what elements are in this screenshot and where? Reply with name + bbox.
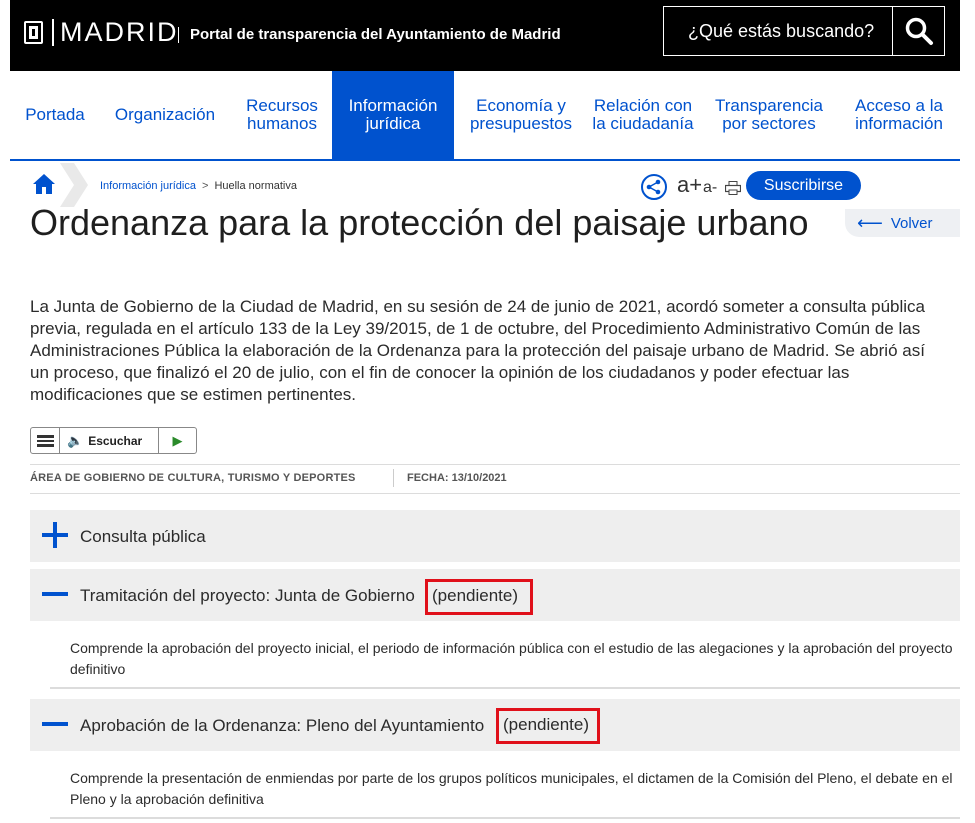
nav-item-transparencia-sectores[interactable]: Transparencia por sectores [714,96,824,133]
nav-item-relacion-ciudadania[interactable]: Relación con la ciudadanía [592,96,694,133]
accordion-title: Tramitación del proyecto: Junta de Gobierno [80,586,415,605]
brand-divider [178,27,179,43]
accordion-body: Comprende la aprobación del proyecto inicial, el periodo de información pública con el estudio de las alegaciones y la aprobación del proyecto definitivo [50,628,960,689]
play-icon: ▶ [172,432,183,448]
breadcrumb-current: Huella normativa [214,180,297,192]
nav-item-portada[interactable]: Portada [25,105,85,124]
main-nav [10,71,960,161]
menu-icon [37,435,54,447]
speaker-icon: 🔈 [67,432,84,448]
back-arrow-icon: ⟵ [857,212,883,233]
share-icon[interactable] [641,174,667,200]
accordion-header-consulta[interactable] [30,510,960,562]
breadcrumb-parent-link[interactable]: Información jurídica [100,180,196,192]
nav-item-acceso-informacion[interactable]: Acceso a la información [855,96,943,133]
meta-separator [393,469,394,487]
back-label: Volver [890,214,933,232]
breadcrumb-chevron-icon [58,163,88,207]
accordion-title: Aprobación de la Ordenanza: Pleno del Ayuntamiento [80,716,485,735]
meta-area: ÁREA DE GOBIERNO DE CULTURA, TURISMO Y DEPORTES [30,472,356,484]
status-badge: (pendiente) [496,708,600,744]
search-icon[interactable] [904,16,934,46]
meta-divider-top [30,464,960,465]
nav-item-organizacion[interactable]: Organización [114,105,216,124]
intro-paragraph: La Junta de Gobierno de la Ciudad de Madrid, en su sesión de 24 de junio de 2021, acordó someter a consulta pública previa, regulada en el artículo 133 de la Ley 39/2015, de 1 de octubre, del Procedimiento Administrativo Común de las Administraciones Pública la elaboración de la Ordenanza para la protección del paisaje urbano de Madrid. Se abrió así un proceso, que finalizó el 20 de julio, con el fin de conocer la opinión de los ciudadanos y poder efectuar las modificaciones que se estimen pertinentes. [30,297,925,404]
nav-item-recursos-humanos[interactable]: Recursos humanos [246,96,318,133]
play-button[interactable] [159,428,196,453]
accordion-body: Comprende la presentación de enmiendas por parte de los grupos políticos municipales, el dictamen de la Comisión del Pleno, el debate en el Pleno y la aprobación definitiva [50,758,960,819]
nav-item-informacion-juridica[interactable]: Información jurídica [332,71,454,159]
read-aloud-player [30,427,197,454]
accordion-header-aprobacion[interactable] [30,699,960,751]
site-header [10,0,960,71]
search-bar[interactable] [663,6,945,56]
minus-icon [42,711,68,737]
player-menu-button[interactable] [31,428,60,453]
accordion-title: Consulta pública [80,527,206,546]
search-label[interactable]: ¿Qué estás buscando? [688,21,875,41]
print-icon[interactable] [725,181,741,195]
logo-divider [52,19,54,46]
listen-button[interactable] [60,428,159,453]
madrid-logo-icon[interactable] [24,21,43,44]
listen-label: Escuchar [88,433,143,448]
back-button[interactable] [845,209,960,237]
minus-icon [42,581,68,607]
font-decrease-button[interactable]: a- [703,179,718,196]
home-icon[interactable] [32,172,56,196]
meta-divider-bottom [30,493,960,494]
nav-item-economia[interactable]: Economía y presupuestos [469,96,573,133]
plus-icon [42,522,68,548]
breadcrumb [100,180,297,192]
search-divider [892,7,893,55]
page-title: Ordenanza para la protección del paisaje urbano [30,202,809,243]
breadcrumb-separator-icon: > [202,180,209,192]
brand-name[interactable]: MADRID [60,17,179,47]
portal-title[interactable]: Portal de transparencia del Ayuntamiento de Madrid [190,26,561,43]
share-glyph-icon [643,176,665,198]
meta-date: FECHA: 13/10/2021 [407,472,507,484]
subscribe-button[interactable]: Suscribirse [746,171,861,200]
font-increase-button[interactable]: a+ [677,172,703,197]
status-badge: (pendiente) [425,579,533,615]
